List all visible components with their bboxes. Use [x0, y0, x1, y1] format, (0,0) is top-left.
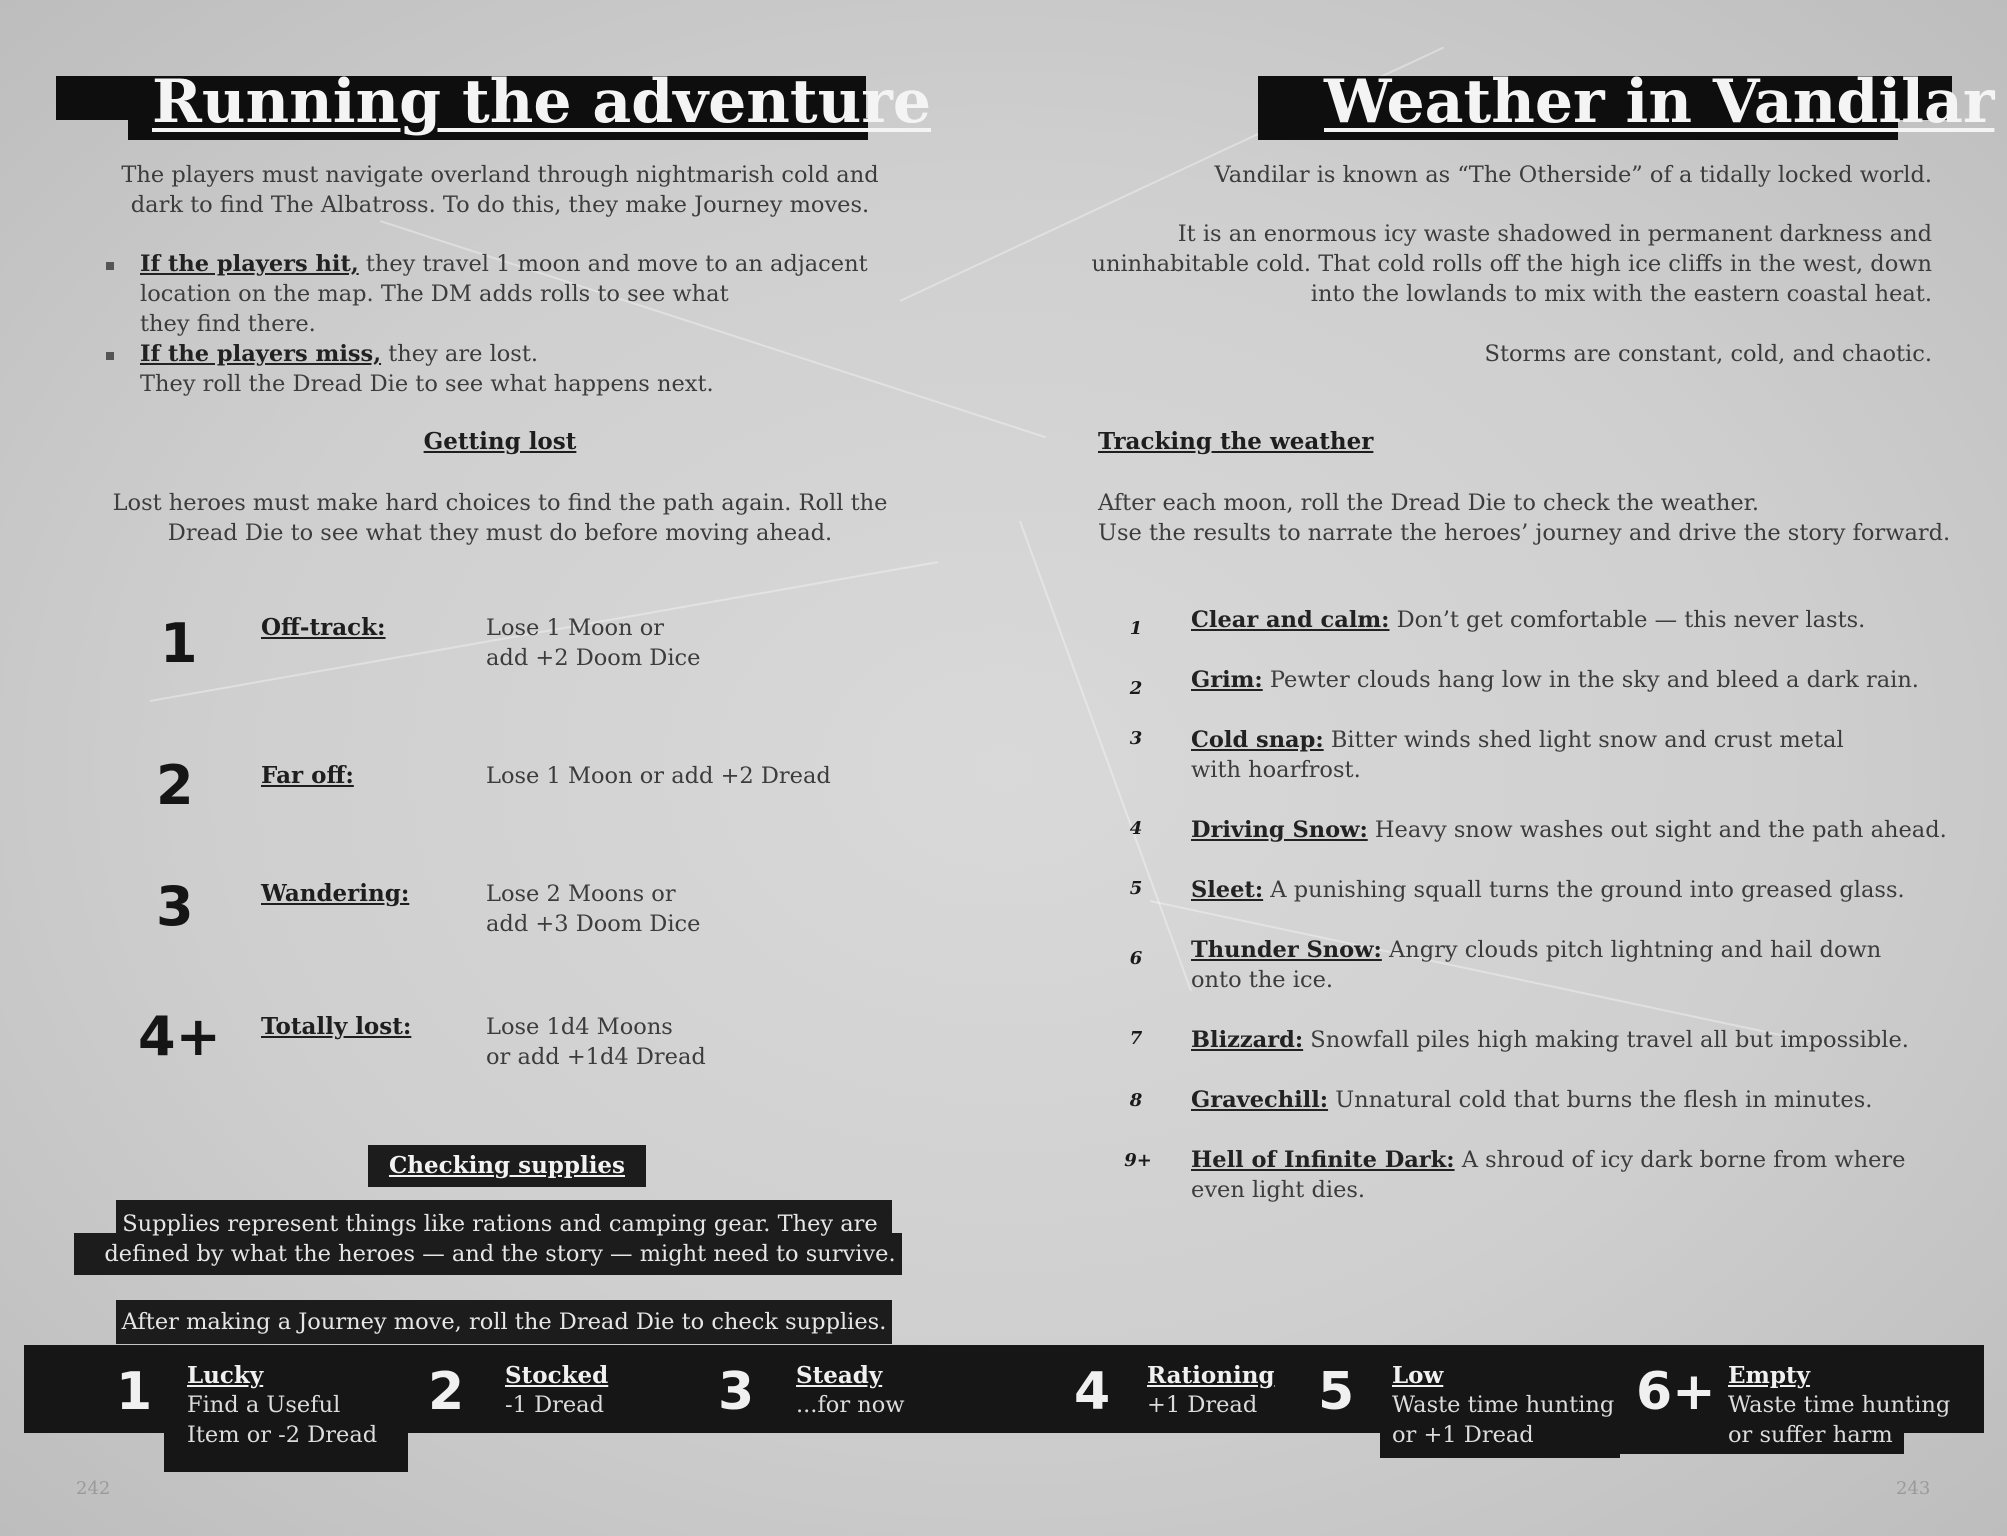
supply-text — [187, 1390, 407, 1450]
text-line: onto the ice. — [1191, 967, 1334, 993]
roll-number: 4+ — [138, 1005, 221, 1068]
supply-text — [505, 1390, 705, 1420]
supplies-text — [80, 1209, 920, 1269]
text-span: they travel 1 moon and move to an adjacent — [358, 251, 868, 277]
bullet-miss — [140, 339, 900, 399]
text-line: they find there. — [140, 311, 316, 337]
text-line: Lose 1 Moon or — [486, 615, 665, 641]
text-line: Find a Useful — [187, 1392, 341, 1418]
supply-label: Steady — [796, 1362, 883, 1389]
text-line: Supplies represent things like rations and camping gear. They are — [122, 1211, 878, 1237]
weather-number: 9+ — [1124, 1150, 1152, 1171]
weather-entry — [1191, 725, 1951, 785]
text-span: they are lost. — [381, 341, 539, 367]
weather-intro — [1098, 488, 1978, 548]
getting-lost-heading: Getting lost — [423, 428, 577, 455]
text-line: uninhabitable cold. That cold rolls off the high ice cliffs in the west, down — [1091, 251, 1932, 277]
weather-entry — [1191, 935, 1951, 995]
text-span: Heavy snow washes out sight and the path ahead. — [1367, 817, 1947, 843]
weather-entry — [1191, 815, 1951, 845]
text-line: Dread Die to see what they must do before moving ahead. — [167, 520, 833, 546]
bold-phrase: If the players hit, — [140, 251, 359, 277]
text-span: Snowfall piles high making travel all but impossible. — [1303, 1027, 1909, 1053]
supply-number: 4 — [1074, 1362, 1111, 1422]
result-text — [486, 1012, 906, 1072]
weather-label: Driving Snow: — [1191, 817, 1368, 843]
weather-entry — [1191, 875, 1951, 905]
supply-text — [796, 1390, 996, 1420]
weather-label: Cold snap: — [1191, 727, 1324, 753]
text-line: Lost heroes must make hard choices to find the path again. Roll the — [112, 490, 888, 516]
weather-label: Grim: — [1191, 667, 1263, 693]
lost-intro — [100, 488, 900, 548]
text-line: add +2 Doom Dice — [486, 645, 701, 671]
supply-text — [1392, 1390, 1632, 1450]
supplies-heading: Checking supplies — [388, 1152, 626, 1179]
text-line: ...for now — [796, 1392, 905, 1418]
text-line: Item or -2 Dread — [187, 1422, 378, 1448]
weather-number: 5 — [1129, 878, 1143, 899]
text-line: Waste time hunting — [1392, 1392, 1615, 1418]
text-line: It is an enormous icy waste shadowed in permanent darkness and — [1177, 221, 1932, 247]
text-line: Lose 2 Moons or — [486, 881, 676, 907]
page-number: 242 — [76, 1478, 111, 1499]
text-line: The players must navigate overland through nightmarish cold and — [121, 162, 879, 188]
text-line: defined by what the heroes — and the story — might need to survive. — [104, 1241, 896, 1267]
weather-label: Clear and calm: — [1191, 607, 1390, 633]
bold-phrase: If the players miss, — [140, 341, 382, 367]
ice-crack — [1019, 521, 1192, 992]
text-line: They roll the Dread Die to see what happens next. — [140, 371, 714, 397]
supply-label: Stocked — [505, 1362, 609, 1389]
supply-text — [1728, 1390, 1978, 1450]
weather-label: Hell of Infinite Dark: — [1191, 1147, 1455, 1173]
result-text — [486, 761, 906, 791]
bullet-hit — [140, 249, 900, 339]
result-text — [486, 879, 906, 939]
supplies-roll-text: After making a Journey move, roll the Dread Die to check supplies. — [121, 1309, 887, 1335]
result-label: Totally lost: — [261, 1013, 412, 1040]
supply-label: Lucky — [187, 1362, 264, 1389]
text-span: Angry clouds pitch lightning and hail down — [1381, 937, 1882, 963]
text-line: Use the results to narrate the heroes’ journey and drive the story forward. — [1098, 520, 1951, 546]
text-span: A shroud of icy dark borne from where — [1454, 1147, 1906, 1173]
supply-number: 3 — [718, 1362, 755, 1422]
roll-number: 1 — [160, 612, 198, 675]
supplies-roll-bar — [116, 1300, 892, 1344]
weather-label: Thunder Snow: — [1191, 937, 1382, 963]
weather-number: 7 — [1129, 1028, 1143, 1049]
intro-paragraph — [1050, 219, 1932, 309]
text-line: Waste time hunting — [1728, 1392, 1951, 1418]
weather-number: 2 — [1129, 678, 1143, 699]
text-line: Lose 1d4 Moons — [486, 1014, 673, 1040]
page-number: 243 — [1896, 1478, 1931, 1499]
result-text — [486, 613, 906, 673]
text-line: After each moon, roll the Dread Die to check the weather. — [1098, 490, 1760, 516]
text-line: Lose 1 Moon or add +2 Dread — [486, 763, 831, 789]
weather-entry — [1191, 665, 1951, 695]
supply-number: 1 — [116, 1362, 153, 1422]
text-line: -1 Dread — [505, 1392, 604, 1418]
bullet-icon — [106, 262, 114, 270]
intro-paragraph — [100, 160, 900, 220]
weather-entry — [1191, 1085, 1951, 1115]
text-line: with hoarfrost. — [1191, 757, 1361, 783]
weather-entry — [1191, 1025, 1951, 1055]
page-title: Weather in Vandilar — [1324, 67, 1995, 137]
weather-label: Sleet: — [1191, 877, 1264, 903]
text-line: add +3 Doom Dice — [486, 911, 701, 937]
text-line: dark to find The Albatross. To do this, they make Journey moves. — [130, 192, 870, 218]
supply-number: 2 — [428, 1362, 465, 1422]
text-span: A punishing squall turns the ground into greased glass. — [1263, 877, 1905, 903]
page-title: Running the adventure — [152, 67, 932, 137]
supply-text — [1147, 1390, 1347, 1420]
supply-label: Low — [1392, 1362, 1444, 1389]
text-span: Don’t get comfortable — this never lasts. — [1389, 607, 1866, 633]
weather-entry — [1191, 1145, 1951, 1205]
supply-number: 6+ — [1636, 1362, 1716, 1422]
intro-line: Vandilar is known as “The Otherside” of a tidally locked world. — [1214, 162, 1932, 188]
bullet-icon — [106, 352, 114, 360]
text-line: into the lowlands to mix with the eastern coastal heat. — [1310, 281, 1932, 307]
text-line: +1 Dread — [1147, 1392, 1258, 1418]
text-line: location on the map. The DM adds rolls to see what — [140, 281, 729, 307]
result-label: Wandering: — [261, 880, 410, 907]
supply-label: Rationing — [1147, 1362, 1275, 1389]
supplies-heading-bar — [368, 1145, 646, 1187]
weather-label: Blizzard: — [1191, 1027, 1304, 1053]
roll-number: 2 — [156, 754, 194, 817]
weather-entry — [1191, 605, 1951, 635]
intro-line: Storms are constant, cold, and chaotic. — [1484, 341, 1932, 367]
weather-number: 6 — [1129, 948, 1143, 969]
supply-number: 5 — [1318, 1362, 1355, 1422]
text-line: or add +1d4 Dread — [486, 1044, 706, 1070]
weather-number: 4 — [1129, 818, 1143, 839]
text-span: Pewter clouds hang low in the sky and bleed a dark rain. — [1262, 667, 1919, 693]
text-line: even light dies. — [1191, 1177, 1366, 1203]
tracking-weather-heading: Tracking the weather — [1098, 428, 1374, 455]
text-line: or +1 Dread — [1392, 1422, 1534, 1448]
text-span: Bitter winds shed light snow and crust metal — [1323, 727, 1844, 753]
roll-number: 3 — [156, 875, 194, 938]
weather-number: 8 — [1129, 1090, 1143, 1111]
weather-label: Gravechill: — [1191, 1087, 1329, 1113]
result-label: Far off: — [261, 762, 354, 789]
weather-number: 1 — [1129, 618, 1143, 639]
supply-label: Empty — [1728, 1362, 1810, 1389]
text-span: Unnatural cold that burns the flesh in minutes. — [1328, 1087, 1873, 1113]
weather-number: 3 — [1129, 728, 1143, 749]
text-line: or suffer harm — [1728, 1422, 1893, 1448]
result-label: Off-track: — [261, 614, 386, 641]
